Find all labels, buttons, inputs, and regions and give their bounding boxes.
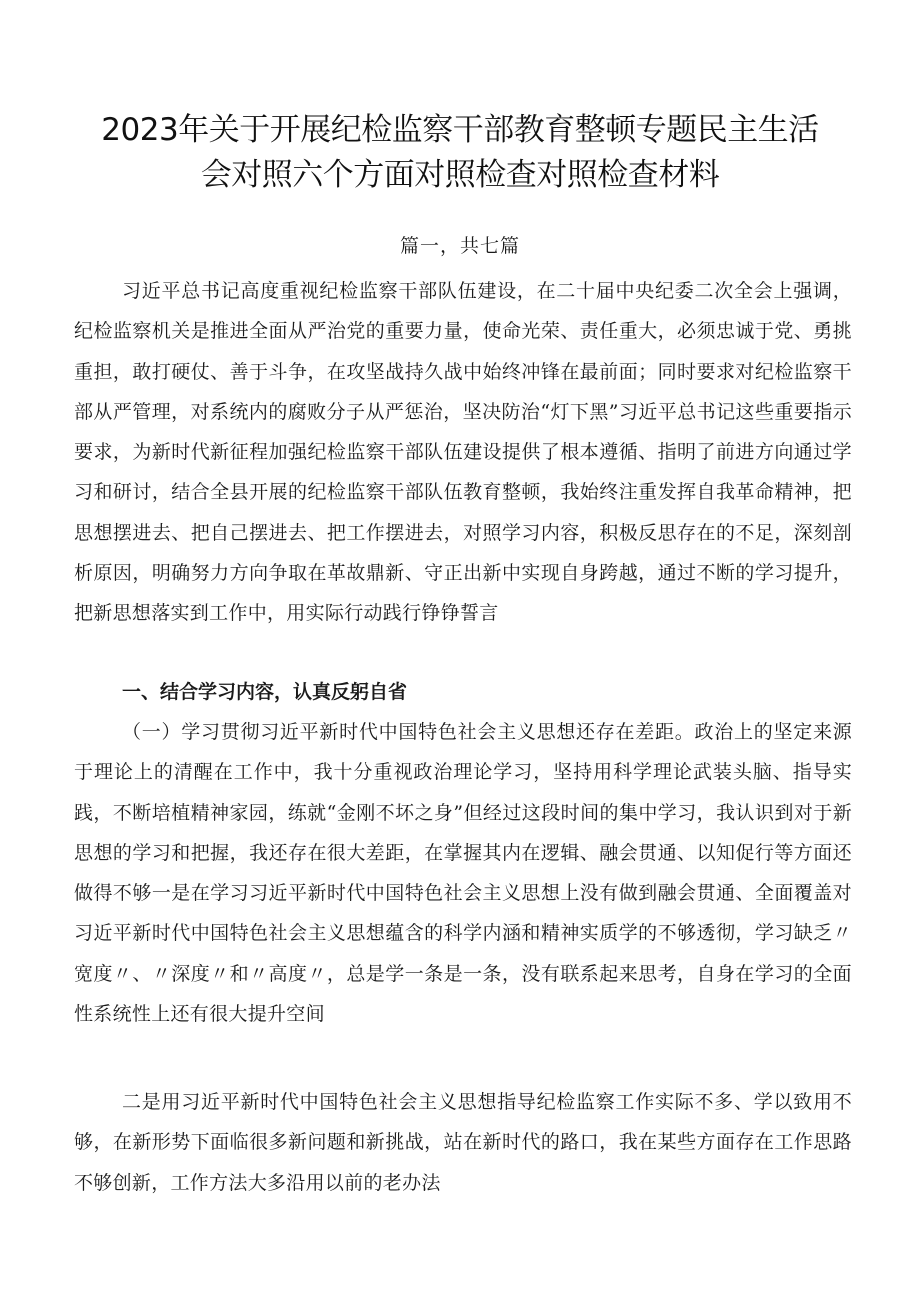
- document-title: [70, 108, 850, 198]
- paragraph-section-1-2: 二是用习近平新时代中国特色社会主义思想指导纪检监察工作实际不多、学以致用不够，在新形势下面临很多新问题和新挑战，站在新时代的路口，我在某些方面存在工作思路不够创新，工作方法大多沿用以前的老办法: [74, 1091, 852, 1194]
- document-subtitle: 篇一，共七篇: [399, 235, 520, 257]
- paragraph-section-1-1: （一）学习贯彻习近平新时代中国特色社会主义思想还存在差距。政治上的坚定来源于理论上的清醒在工作中，我十分重视政治理论学习，坚持用科学理论武装头脑、指导实践，不断培植精神家园，练就“金刚不坏之身”但经过这段时间的集中学习，我认识到对于新思想的学习和把握，我还存在很大差距，在掌握其内在逻辑、融会贯通、以知促行等方面还做得不够一是在学习习近平新时代中国特色社会主义思想上没有做到融会贯通、全面覆盖对习近平新时代中国特色社会主义思想蕴含的科学内涵和精神实质学的不够透彻，学习缺乏〃宽度〃、〃深度〃和〃高度〃，总是学一条是一条，没有联系起来思考，自身在学习的全面性系统性上还有很大提升空间: [74, 721, 852, 1026]
- title-line-1: 2023年关于开展纪检监察干部教育整顿专题民主生活: [101, 112, 819, 148]
- section-heading-1: 一、结合学习内容，认真反躬自省: [122, 681, 408, 703]
- paragraph-intro: 习近平总书记高度重视纪检监察干部队伍建设，在二十届中央纪委二次全会上强调，纪检监察机关是推进全面从严治党的重要力量，使命光荣、责任重大，必须忠诚于党、勇挑重担，敢打硬仗、善于斗争，在攻坚战持久战中始终冲锋在最前面；同时要求对纪检监察干部从严管理，对系统内的腐败分子从严惩治，坚决防治“灯下黑”习近平总书记这些重要指示要求，为新时代新征程加强纪检监察干部队伍建设提供了根本遵循、指明了前进方向通过学习和研讨，结合全县开展的纪检监察干部队伍教育整顿，我始终注重发挥自我革命精神，把思想摆进去、把自己摆进去、把工作摆进去，对照学习内容，积极反思存在的不足，深刻剖析原因，明确努力方向争取在革故鼎新、守正出新中实现自身跨越，通过不断的学习提升，把新思想落实到工作中，用实际行动践行铮铮誓言: [74, 280, 852, 625]
- title-line-2: 会对照六个方面对照检查对照检查材料: [200, 157, 720, 193]
